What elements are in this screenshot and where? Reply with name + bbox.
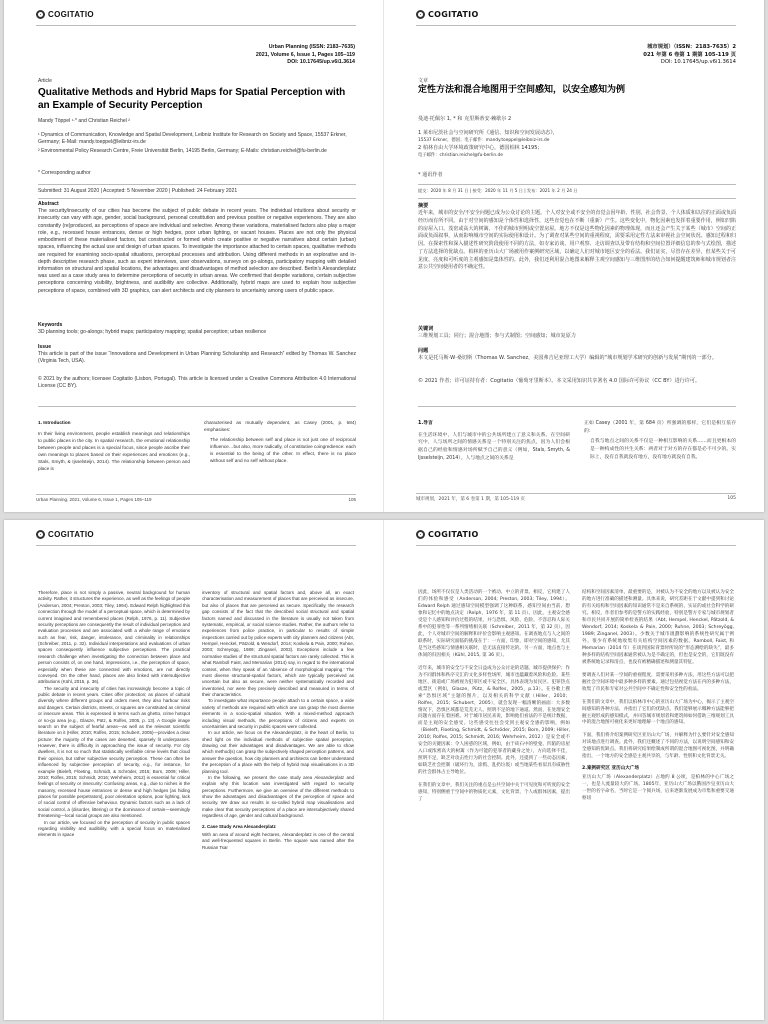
intro-text: In their living environment, people establish meanings and relationships to public places in the city. In spatial research, the emotional relationship between people and places is a special focus, since people ascribe their own meanings to places based on their experiences and emotions (e.g., Stals, Smyth, & Ijsselsteijn, 2014). The relationship between person and place is: [38, 430, 190, 471]
paragraph: In our article, we focus on the Alexanderplatz, in the heart of Berlin, to shed light on the individual methods of subjective spatial perception, drawing out their advantages and disadvantages. We are able to show which method(s) can grasp the subjectively shaped perception patterns, and answer the question, how city planners and architects can better understand the perception of a place with the help of hybrid map visualisations in a 3D planning tool.: [202, 730, 354, 774]
page-footer: [36, 494, 356, 502]
paragraph: 结构和空间因素清单，最重要的是，对被认为不安全的地方以及被认为安全的地方进行准确的描述和测量。具体来说，研究差距在于文献中提到和讨论的有关结构和空间因素的知识通常不是来自系统的、实证的或社会科学的研究。相反，作者们参考的是警方的实践经验，特别是警方专家与城市规划者和市民共同开展的简单检查的结果（Abt, Hempel, Henckel, Pätzold, & Wendorf, 2014; Koskela & Pain, 2000; Ruhne, 2003; Schreyögg, 1989; Zinganel, 2003）。少数关于城市規劃影响的系统性研究属于例外。很少有系统地收集有关结构空间因素的数据。Ramboll, Faist, 和 Memarian（2014 年）在谈到国际背景时所说的“形态测绘的缺失”，最多种多样的结构空间因素通常被认为是不确定的，但也是安全的，它们既没有被系统地记录和清点，也没有被精确描述和测量其特征。: [582, 590, 734, 665]
affiliation-1: 1 莱布尼茨社会与空间研究所《通信、知识和空间发展动态》，: [418, 130, 558, 136]
cogitatio-logo-icon: [36, 530, 45, 539]
intro-continued-text: 正如 Casey（2001 年，第 684 页）所强调的那样，它们是相互依存的：: [584, 421, 736, 434]
paragraph: In our article, we focused on the perception of security in public spaces regarding visibility and audibility, with a special focus on materialised elements in space: [38, 819, 190, 838]
corresponding-author: * 通讯作者: [418, 172, 443, 178]
left-column: [418, 590, 570, 804]
paragraph: 亚历山大广场（Alexanderplatz）占地约 8 公顷，是柏林的中心广场之一，也是人流量较大的广场。1805年，亚历山大广场以俄国沙皇亚历山大一世的名字命名，当时它是一个阅兵场，后来逐渐发展成为市集和重要交通枢纽: [582, 775, 734, 802]
casey-quote: The relationship between self and place is not just one of reciprocal influence…but also, more radically, of constitutive coingredience: each is essential to the being of the other. In effect, there is no place without self and no self without place.: [210, 436, 356, 463]
authors: 曼迪·托佩尔 1, * 和 克里斯蒂安·赖歇尔 2: [418, 116, 512, 122]
keywords-text: 三维规划工具；同行；混合地图；参与式制图；空间感知；城市复原力: [418, 333, 576, 340]
header: [416, 530, 736, 546]
keywords-heading: Keywords: [38, 322, 63, 328]
journal-logo: [36, 530, 356, 539]
paragraph: Therefore, place is not simply a passive, neutral background for human activity. Rather, it structures the experience, as well as the feelings of people (Anderson, 2004; Preston, 2003; Tiley, 1994). Edward Relph highlighted this connection through the model of a perceptual space, which is determined by current imagined and remembered places (Relph, 1976, p. 11). Subjective security perceptions are consequently the result of individual perception and evaluation processes and are associated with a whole range of emotions such as fear, risk, danger, intolerance, and criminality in relationships (Schreiber, 2011, p. 32). Individual interpretations and evaluations of urban spaces consequently influence subjective perceptions. The practical research challenge when investigating the connection between place and person consists of, on one hand, impressions, i.e., the perception of space, especially when these are connected with emotions, are not directly conveyed. On the other hand, places are also linked with intersubjective attributions (Kühl, 2015, p. 36).: [38, 590, 190, 685]
article-title: Qualitative Methods and Hybrid Maps for Spatial Perception with an Example of Security Perception: [38, 87, 346, 111]
abstract-text: The security/insecurity of our cities has become the subject of public debate in recent years. The individual intuitions about security or insecurity can vary with age, gender, social background, personal constitution and previous positive or negative experiences. They are also constantly (re)produced, as perceptions of space are individual and selective. Among these variations, materialised factors also play a major role, e.g., recessed house entrances, dense or high hedges, poor urban lighting, or vacant houses. Places are not only the physical embodiment of these materialised factors, but constructed or formed which create positive or negative narratives about certain (urban) spaces, influencing the actual use and design of urban spaces. To investigate the importance attached to certain spaces, qualitative methods are required for examining socio-spatial situations, perceptual processes and attribution. Using different methods in an explorative and in-depth descriptive research phase, such as expert interviews, user observations, surveys on go-alongs, participatory mapping with detailed information on structural and spatial locations, the advantages and disadvantages of method selection are described. Berlin’s Alexanderplatz was used as a case study area to determine perceptions of security in urban areas. We confirmed that despite variations, certain subjective perceptions concerning visibility, brightness, and audibility are collective. Additionally, hybrid maps are used to explain how subjective perceptions of space, combined with 3D graphics, can alert architects and city planners to uncertainty among users of public space.: [38, 208, 356, 294]
journal-logo: [416, 10, 736, 19]
journal-line: 城市规划）（ISSN：2183-7635）2: [647, 44, 736, 50]
affiliation-2: 2 柏林自由大学环境政策研究中心，德国柏林 14195；: [418, 145, 543, 151]
affiliation-1: ¹ Dynamics of Communication, Knowledge and Spatial Development, Leibniz Institute for Research on Society and Space, 15537 Erkner, Germany; E-Mail: mandy.toeppel@leibniz-irs.de: [38, 132, 347, 146]
paragraph: 在我们的文章中，我们以柏林市中心的亚历山大广场为中心，揭示了主观空间感知的各种方法，并指出了它们的优缺点。我们能够展示哪种方法能够把握主观形成的感知模式，并回答城市规划者和建筑师如何借助三维规划工具中的混合地图可视化来更好地理解一个地点的感知。: [582, 699, 734, 726]
keywords-section: [418, 326, 736, 340]
issue-text: This article is part of the issue “Innovations and Development in Urban Planning Scholarship and Research” edited by Thomas W. Sanchez (Virginia Tech, USA).: [38, 351, 356, 365]
paragraph: 要调查人们对某一空间的重视程度，需要采用多种方法，用这些方法可以把握社会空间环境中最多种多样的要素。通过包括视觉方法在内的多种方法，收集了市民和专家对公共空间中不确定性和安全性的看法。: [582, 672, 734, 692]
paragraph: 因此，场所不仅仅是人类活动的一个被动、中立的背景。相反，它构建了人们的体验和感受（Anderson, 2004; Preston, 2003; Tiley, 1994）。Edward Relph 通过感知空间模型强调了这种联系，感知空间由当前、想象和记忆中的地点决定（Relph，1976 年，第 11 页）。因此，主观安全感受是个人感知和评价过程的结果，并与恐惧、风险、危险、不容忍和人际关系中的犯罪性等一系列情绪相关联（Schreiber，2011 年，第 32 页）。因此，个人对城市空间的解释和评价会影响主观感知。在调查地点与人之间的联系时，实际研究面临的挑战在于：一方面，印象，即对空间的感知，尤其是当这些感知与情感相关联时，是无法直接传达的。另一方面，地点也与主体间的归因相关（Kühl, 2015, 第 36 页）。: [418, 590, 570, 658]
right-column: [202, 590, 354, 851]
article-label: 文章: [418, 78, 429, 84]
issue-heading: 问题: [418, 348, 429, 354]
header: [416, 10, 736, 26]
article-label: Article: [38, 78, 52, 84]
journal-line: DOI: 10.17645/up.v6i1.3614: [287, 59, 355, 66]
keywords-heading: 关键词: [418, 326, 434, 332]
journal-line: DOI: 10.17645/up.v6i1.3614: [660, 59, 736, 66]
logo-text: COGITATIO: [48, 10, 94, 19]
corresponding-author: * Corresponding author: [38, 170, 91, 176]
issue-text: 本文是托马斯·W·桑切斯（Thomas W. Sanchez，美国弗吉尼亚理工大学）编辑的“城市规划学术研究的创新与发展”期刊的一部分。: [418, 355, 717, 362]
casey-quote: 自我与地点之间的关系不仅是一种相互影响的关系……而且更根本的是一种构成性的共生关系：两者对于对方的存在都是必不可少的。实际上，没有自我就没有地方，没有地方就没有自我。: [590, 439, 736, 460]
section-heading: 2. Case Study Area Alexanderplatz: [202, 823, 276, 829]
logo-text: COGITATIO: [48, 530, 94, 539]
affiliation-2-email: 电子邮件：christian.reichel@fu-berlin.de: [418, 153, 503, 158]
authors: Mandy Töppel ¹·* and Christian Reichel ²: [38, 118, 130, 124]
divider: [38, 406, 356, 407]
paragraph: The security and insecurity of cities has increasingly become a topic of public debate in recent years. Cities offer protection; as places of cultural diversity where different groups and orders meet, they also harbour risks and dangers. Certain districts, streets, or squares are constituted as criminal or insecure areas. This is expressed in terms such as ghetto, crime hotspot or no-go area (e.g., Glasze, Pütz, & Rolfes, 2005, p. 13). A Google image search on the subject of fearful areas—as well as the relevant scientific literature on it (Hiller, 2010; Rolfes, 2015; Schubert, 2005)—provides a clear picture: the majority of the cases are deserted, sparsely lit underpasses. However, there is difficulty in approaching the issue of security. For city dwellers, it is not so much that statistically verifiable crime levels that cloud their opinion, but rather subjective security perception. These can often be influenced by subjective perception of security, e.g., for instance, for example (Bieleft, Flöeting, Schmidt, & Schröder, 2015; Born, 2009; Hiller, 2010; Rolfes, 2015; Schmidt, 2016; Wehrheim, 2012) is essential for critical feelings of security or insecurity: Confusing areas, e.g., due to niches in the masonry, recessed house entrances or dense and high hedges [as hiding places for possible perpetrators], poor orientation options, poor lighting, lack of social control of offensive behaviour. Dynamic factors such as a lack of social control, a (disorder, littering) or the dominance of certain—seemingly threatening—local social groups are also mentioned.: [38, 685, 190, 819]
intro-heading: 1.导言: [418, 421, 433, 426]
abstract-section: [38, 198, 356, 295]
dates: 提交：2020 年 8 月 31 日 | 接受：2020 年 11 月 5 日 | 发布：2021 年 2 月 24 日: [418, 184, 736, 194]
journal-line: 2021, Volume 6, Issue 1, Pages 105–119: [255, 51, 355, 58]
cogitatio-logo-icon: [36, 10, 45, 19]
license: © 2021 作者；许可证持有者：Cogitatio（葡萄牙里斯本）。本文采用知识共享署名 4.0 国际许可协议（CC BY）进行许可。: [418, 378, 701, 384]
journal-info: [256, 44, 355, 67]
paragraph: To investigate what importance people attach to a certain space, a wide variety of methods are required with which one can grasp the most diverse elements in a socio-spatial situation. With a mixed-method approach including visual methods, the perceptions of citizens and experts on uncertainties and security in public spaces were collected.: [202, 698, 354, 729]
abstract-heading: Abstract: [38, 201, 59, 207]
affiliation-2: ² Environmental Policy Research Centre, Freie Universität Berlin, 14195 Berlin, Germany; E-Mails: christian.reichel@fu-berlin.de: [38, 148, 327, 154]
keywords-text: 3D planning tools; go-alongs; hybrid maps; participatory mapping; spatial perception; urban resilience: [38, 329, 267, 336]
article-title: 定性方法和混合地图用于空间感知，以安全感知为例: [418, 85, 626, 95]
issue-section: [418, 348, 736, 362]
intro-left-column: [38, 420, 190, 473]
logo-text: COGITATIO: [428, 10, 479, 19]
footer-journal: Urban Planning, 2021, Volume 6, Issue 1, Pages 105–119: [36, 497, 152, 502]
page-1-english: [4, 0, 384, 512]
journal-logo: [36, 10, 356, 19]
logo-text: COGITATIO: [428, 530, 479, 539]
page-1-chinese: [384, 0, 764, 512]
paragraph: 在我们的文章中，我们关注的重点是公共空间中关于可见度和可听度的安全感知，特别侧重于空间中的物质化元素，文化背景，个人或群体因素，提出了: [418, 783, 570, 803]
paragraph: In the following, we present the case study area Alexanderplatz and explain why this location was investigated with regard to security perceptions. Furthermore, we give an overview of the different methods to show the advantages and disadvantages of the perception of space and security. We draw our results in so-called hybrid map visualisations and make clear that security perceptions of a place are intersubjectively shared regardless of age, gender and cultural background.: [202, 774, 354, 819]
abstract-text: 近年来，城市的安全/不安全问题已成为公众讨论的主题。个人对安全或不安全的直觉会因年龄、性别、社会背景、个人体质和以往的正面或负面经历而有所不同。由于对空间的感知是个体性和选择性，这些直觉也在不断（重新）产生。这些变化中，物化因素也发挥着重要作用，例如凹陷的房屋入口、茂密或高大的树篱、不佳的城市照明或空置房屋。地方不仅是这些物化因素的物理体现，而且还会产生关于某些（城市）空间的正面或负面叙事，从而影响城市空间的实际使用和设计。为了调查对某些空间的重视程度，需要采用定性方法来审视社会空间状况、感知过程和归因。在探索性和深入描述性研究阶段使用不同的方法，如专家访谈、用户观察、走访调查以及带有结构和空间位置详细信息的参与式绘图，描述了方法选择的优缺点。柏林的亚历山大广场被用作案例研究区域，以确定人们对城市地区安全的看法。我们证实，尽管存在差异，但某些关于可见度、亮度和可听度的主观感知是集体性的。此外，我们还利用混合地图来解释主观空间感知与三维图形的结合如何提醒建筑师和城市规划者注意公共空间使用者的不确定性。: [418, 210, 736, 271]
issue-heading: Issue: [38, 344, 52, 350]
cogitatio-logo-icon: [416, 10, 425, 19]
paragraph: inventory of structural and spatial factors and, above all, an exact characterisation and measurement of places that are perceived as insecure, but also of places that are perceived as secure. Specifically, the research gap consists of the fact that the described social structural and spatial factors named and discussed in the literature is usually not taken from systematic, empirical, or social science studies. Rather, the authors refer to experiences from police practice, in particular to results of simple inspections carried out by police experts with city planners and citizens (Abt, Hempel, Henckel, Pätzold, & Wendorf, 2014; Koskela & Pain, 2000; Ruhne, 2003; Schreyögg, 1989; Zinganel, 2003). Exceptions include a few normative studies of the structural spatial factors are rarely collected. This is what Ramboll Faist, and Memarian (2014) say, in regard to the international context, when they speak of an ‘absence of morphological mapping.’ The most diverse structural-spatial factors, which are typically perceived as uncertain but also as secure, were neither systematically recorded and inventoried, nor were they precisely described and measured in terms of their characteristics.: [202, 590, 354, 697]
header: [36, 530, 356, 546]
abstract-section: [418, 198, 736, 272]
footer-page-number: 105: [727, 496, 736, 501]
dates: Submitted: 31 August 2020 | Accepted: 5 November 2020 | Published: 24 February 2021: [38, 184, 356, 195]
page-1: [4, 0, 764, 512]
header: [36, 10, 356, 26]
license: © 2021 by the authors; licensee Cogitatio (Lisbon, Portugal). This article is licensed under a Creative Commons Attribution 4.0 International License (CC BY).: [38, 376, 356, 390]
right-column: [582, 590, 734, 803]
journal-line: 021 年第 6 卷第 1 期第 105-119 页: [643, 51, 736, 58]
section-heading: 2.案例研究区 亚历山大广场: [582, 766, 640, 772]
footer-journal: 城市规划，2021 年，第 6 卷第 1 期，第 105-119 页: [416, 497, 525, 502]
issue-section: [38, 344, 356, 366]
paragraph: 近年来，城市的安全与不安全日益成为公众讨论的话题。城市提供保护；作为不同群体和秩序交汇的文化多样性场所，城市也蕴藏着风险和危险。某些地区、街道或广场被视为犯罪区或不安全区。具体表现为贫民区、犯罪热点或禁区（例如，Glasze，Pütz，& Rolfes，2005，p.13）。在谷歌上搜索“恐惧区域”主题的图片，以及相关的科学文献（Hiller，2010；Rolfes，2015；Schubert，2005），就会发现一幅清晰的画面：大多数情况下，恐惧区域都是荒芜无人、照明不足的地下通道。然而，在处理安全问题方面存在着困难。对于城市居民来说，影响他们看法的不是统计数据，而是主观的安全感受。这些感受往往会受到主观安全感的影响，例如（Bieleft, Floeting, Schmidt, & Schröder, 2015; Born, 2009; Hiller, 2010; Rolfes, 2015; Schmidt, 2016; Wehrheim, 2012）是安全或不安全的关键因素：令人困惑的区域，例如，由于砖石中的壁龛、凹陷的房屋入口或浓密高大的树篱（作为可能的犯罪者的藏身之处），方向选择不佳，照明不足，缺乏对攻击性行为的社会控制。此外，还提到了一些动态因素，如缺乏社会控制（破坏行为，涂鸦、乱扔垃圾）或当地某些看似具有威胁性的社会群体占主导地位。: [418, 665, 570, 776]
page-footer: [416, 493, 736, 502]
left-column: [38, 590, 190, 839]
page-2-english: [4, 520, 384, 1020]
divider: [418, 406, 736, 407]
intro-right-column: [584, 420, 736, 461]
footer-page-number: 105: [348, 497, 356, 502]
paragraph: With an area of around eight hectares, Alexanderplatz is one of the central and well-frequented squares in Berlin. The square was named after the Russian Tsar: [202, 831, 354, 850]
journal-line: Urban Planning (ISSN: 2183–7635): [268, 44, 355, 50]
keywords-section: [38, 322, 356, 336]
page-2: [4, 520, 764, 1020]
intro-text: 在生活环境中，人们与城市中的公共场所建立了意义和关系。在空间研究中，人与场所之间的情感关系是一个特别关注的焦点，因为人们会根据自己的经验和情感对场所赋予自己的意义（例如，Stals, Smyth, & Ijsselsteijn, 2014）。人与地点之间的关系是: [418, 432, 570, 461]
intro-continued-text: characterised as mutually dependent, as Casey (2001, p. 684) emphasises:: [204, 420, 356, 432]
journal-info: [643, 44, 736, 67]
paragraph: 下面，我们将介绍案例研究区亚历山大广场，并解释为什么要针对安全感知对该地点进行调查。此外，我们还概述了不同的方法，以说明空间感知和安全感知的优缺点。我们将研究结果绘制成所谓的混合地图可视化图，并明确指出，一个地方的安全感是主观共享的，与年龄、性别和文化背景无关。: [582, 733, 734, 760]
intro-heading: 1. Introduction: [38, 420, 71, 425]
abstract-heading: 摘要: [418, 203, 429, 209]
page-2-chinese: [384, 520, 764, 1020]
intro-left-column: [418, 420, 570, 462]
affiliation-1-email: 15537 Erkner，德国；电子邮件：mandy.toeppel@leibniz-irs.de: [418, 138, 550, 143]
cogitatio-logo-icon: [416, 530, 425, 539]
journal-logo: [416, 530, 736, 539]
intro-right-column: [204, 420, 356, 465]
